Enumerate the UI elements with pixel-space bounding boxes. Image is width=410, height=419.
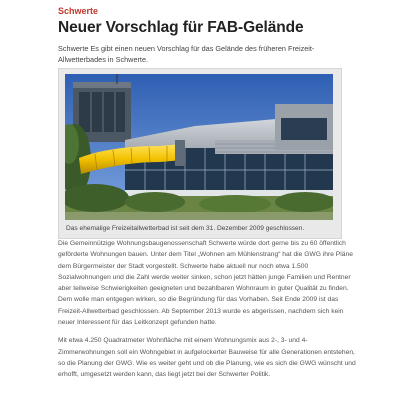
article-kicker: Schwerte [58, 6, 99, 16]
swimming-pool-photo [65, 74, 333, 220]
photo-caption: Das ehemalige Freizeitallwetterbad ist seit dem 31. Dezember 2009 geschlossen. [66, 225, 305, 232]
article-lead: Schwerte Es gibt einen neuen Vorschlag für das Gelände des früheren Freizeit-Allwetterbades in Schwerte. [58, 44, 315, 64]
swimming-pool-building-image [65, 74, 333, 220]
article-figure [58, 68, 342, 239]
article-body [58, 238, 360, 388]
article-paragraph: Die Gemeinnützige Wohnungsbaugenossenschaft Schwerte würde dort gerne bis zu 60 öffentlich geförderte Wohnungen bauen. Unter dem Titel „Wohnen am Mühlenstrang“ hat die GWG ihre Pläne dem Bürgermeister der Stadt vorgestellt. Schwerte habe aktuell nur noch etwa 1.500 Sozialwohnungen und die Zahl werde weiter sinken, schon jetzt hätten junge Familien und Rentner aber teilweise Schwierigkeiten geeigneten und bezahlbaren Wohnraum in guter Qualität zu finden. Dem wolle man entgegen wirken, so die Begründung für das Vorhaben. Seit Ende 2009 ist das Freizeit-Allwetterbad geschlossen. Ab September 2013 wurde es abgerissen, nachdem sich kein neuer Interessent für das Leitkonzept gefunden hatte. [58, 240, 353, 327]
article-headline: Neuer Vorschlag für FAB-Gelände [58, 19, 304, 36]
article [58, 0, 358, 379]
article-paragraph: Mit etwa 4.250 Quadratmeter Wohnfläche mit einem Wohnungsmix aus 2-, 3- und 4-Zimmerwohnungen soll ein Wohngebiet in aufgelockerter Bauweise für alle Generationen entstehen, so die Planung der GWG. Wie es weiter geht und ob die Planung, wie es sich die GWG wünscht und erhofft, umgesetzt werden kann, das liegt jetzt bei der Schwerter Politik. [58, 337, 356, 379]
